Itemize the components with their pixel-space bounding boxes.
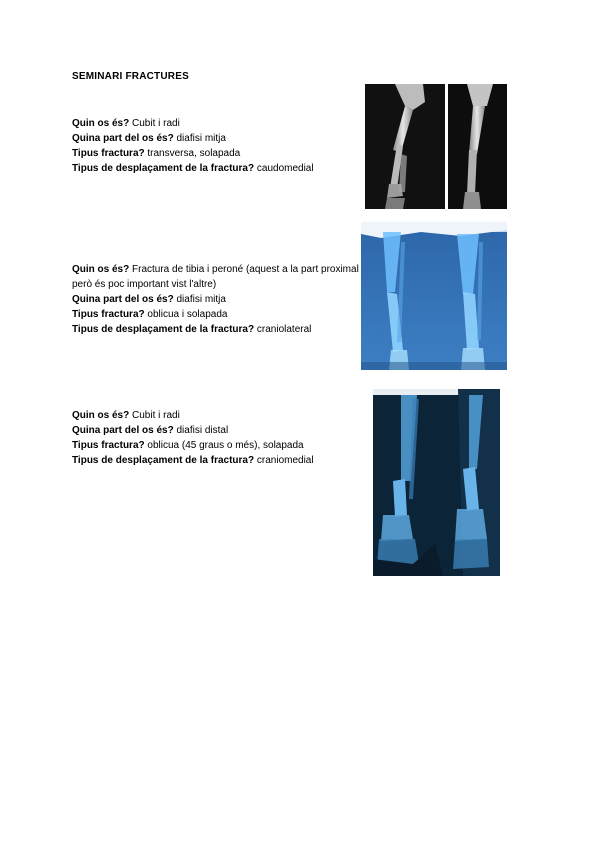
case-3-text	[72, 408, 362, 468]
case-1-type: Tipus fractura? transversa, solapada	[72, 148, 241, 159]
case-1-bone: Quin os és? Cubit i radi	[72, 118, 180, 129]
case-2-text	[72, 262, 362, 337]
xray-image-2	[361, 222, 507, 370]
document-title: SEMINARI FRACTURES	[72, 71, 189, 82]
case-3-bone: Quin os és? Cubit i radi	[72, 410, 180, 421]
case-1-part: Quina part del os és? diafisi mitja	[72, 133, 226, 144]
xray-image-1	[365, 84, 507, 209]
case-3-part: Quina part del os és? diafisi distal	[72, 425, 229, 436]
case-2-bone: Quin os és? Fractura de tibia i peroné (aquest a la part proximal però és poc important vist l'altre)	[72, 264, 359, 290]
case-1-text	[72, 116, 362, 176]
case-2-type: Tipus fractura? oblicua i solapada	[72, 309, 228, 320]
case-2-part: Quina part del os és? diafisi mitja	[72, 294, 226, 305]
case-2-displacement: Tipus de desplaçament de la fractura? craniolateral	[72, 324, 312, 335]
xray-image-3	[373, 389, 500, 576]
case-1-displacement: Tipus de desplaçament de la fractura? caudomedial	[72, 163, 314, 174]
case-3-displacement: Tipus de desplaçament de la fractura? craniomedial	[72, 455, 314, 466]
case-3-type: Tipus fractura? oblicua (45 graus o més), solapada	[72, 440, 304, 451]
